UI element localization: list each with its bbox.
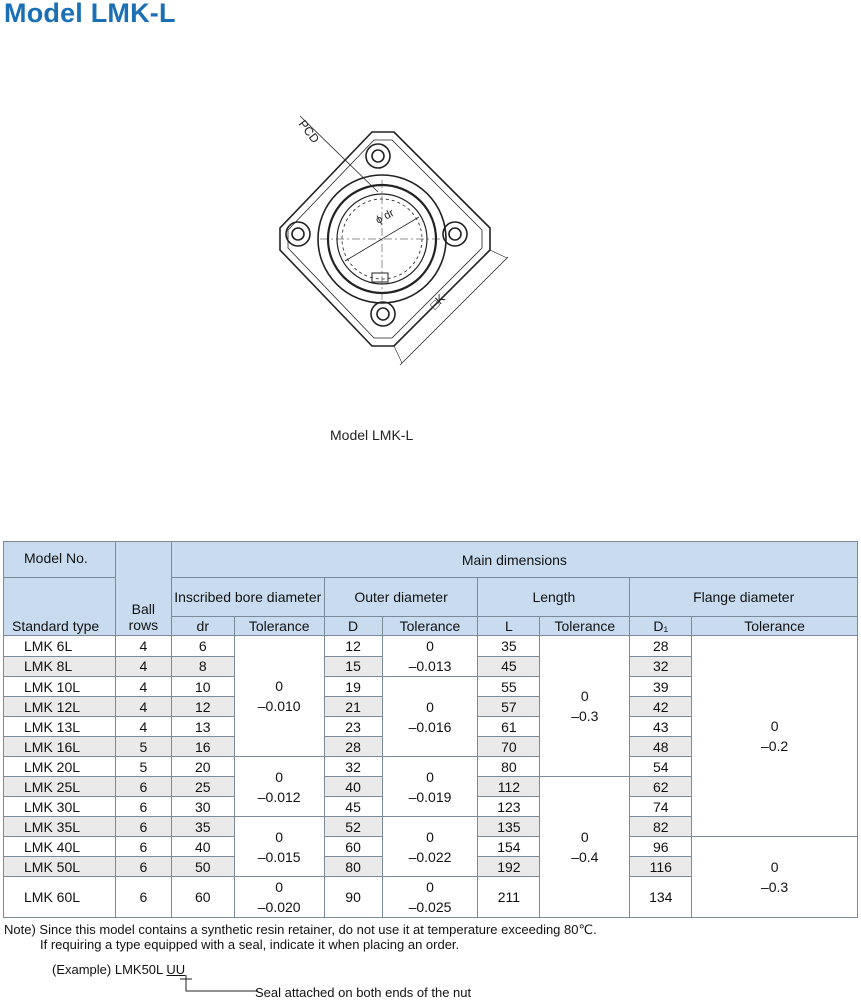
table-row: LMK 30L 6 30 45 123 74 (4, 797, 858, 817)
table-row: LMK 12L 4 12 21 57 42 (4, 697, 858, 717)
D-tolerance-3: 0 –0.019 (382, 757, 478, 817)
header-L: L (478, 617, 540, 636)
dr-tolerance-3: 0 –0.015 (234, 817, 324, 877)
dr-tolerance-2: 0 –0.012 (234, 757, 324, 817)
header-inscribed-bore: Inscribed bore diameter (171, 578, 324, 617)
header-L-tolerance: Tolerance (540, 617, 630, 636)
D-tolerance-4: 0 –0.022 (382, 817, 478, 877)
dr-tolerance-1: 0 –0.010 (234, 636, 324, 757)
seal-leader-line (170, 975, 260, 995)
D-tolerance-1: 0 –0.013 (382, 636, 478, 677)
k-label: □K (427, 291, 448, 313)
D-tolerance-5: 0 –0.025 (382, 877, 478, 918)
example-prefix: (Example) LMK50L (52, 962, 163, 977)
dimensions-table (3, 541, 858, 918)
header-D1-tolerance: Tolerance (692, 617, 858, 636)
table-row: LMK 35L 6 35 0 –0.015 52 0 –0.022 135 82 (4, 817, 858, 837)
example-text (52, 962, 185, 977)
L-tolerance-1: 0 –0.3 (540, 636, 630, 777)
L-tolerance-2: 0 –0.4 (540, 777, 630, 918)
D1-tolerance-1: 0 –0.2 (692, 636, 858, 837)
D1-tolerance-2: 0 –0.3 (692, 837, 858, 918)
table-row: LMK 25L 6 25 40 112 0 –0.4 62 (4, 777, 858, 797)
header-ball-rows: Ball rows (115, 542, 171, 636)
header-D-tolerance: Tolerance (382, 617, 478, 636)
note-line-2: If requiring a type equipped with a seal, indicate it when placing an order. (40, 937, 460, 952)
table-row: LMK 8L 4 8 15 45 32 (4, 656, 858, 677)
header-D: D (324, 617, 382, 636)
flange-drawing (260, 110, 520, 370)
bolt-hole-top (366, 144, 390, 168)
table-row: LMK 16L 5 16 28 70 48 (4, 737, 858, 757)
example-suffix: UU (166, 962, 186, 977)
pcd-label: PCD (295, 117, 323, 146)
header-main-dimensions: Main dimensions (171, 542, 857, 578)
bolt-hole-left (286, 222, 310, 246)
header-outer-diameter: Outer diameter (324, 578, 478, 617)
header-dr: dr (171, 617, 234, 636)
dr-label: ϕ dr (373, 207, 397, 227)
page-title: Model LMK-L (4, 0, 176, 28)
note-line-1: Note) Since this model contains a synthetic resin retainer, do not use it at temperature exceeding 80℃. (4, 922, 597, 937)
bolt-hole-bottom (371, 302, 395, 326)
dr-tolerance-4: 0 –0.020 (234, 877, 324, 918)
header-D1: D₁ (630, 617, 692, 636)
table-row: LMK 13L 4 13 23 61 43 (4, 717, 858, 737)
header-flange-diameter: Flange diameter (630, 578, 858, 617)
seal-note: Seal attached on both ends of the nut (255, 985, 472, 1000)
table-row: LMK 10L 4 10 19 0 –0.016 55 39 (4, 677, 858, 697)
table-row: LMK 60L 6 60 0 –0.020 90 0 –0.025 211 134 (4, 877, 858, 918)
D-tolerance-2: 0 –0.016 (382, 677, 478, 757)
table-row: LMK 40L 6 40 60 154 96 0 –0.3 (4, 837, 858, 857)
table-row: LMK 6L 4 6 0 –0.010 12 0 –0.013 35 0 –0.3 28 0 –0.2 (4, 636, 858, 657)
header-length: Length (478, 578, 630, 617)
header-dr-tolerance: Tolerance (234, 617, 324, 636)
header-model-no: Model No. (4, 542, 116, 578)
drawing-caption: Model LMK-L (330, 427, 414, 443)
table-row: LMK 20L 5 20 0 –0.012 32 0 –0.019 80 54 (4, 757, 858, 777)
header-standard-type: Standard type (4, 617, 116, 636)
table-row: LMK 50L 6 50 80 192 116 (4, 857, 858, 877)
